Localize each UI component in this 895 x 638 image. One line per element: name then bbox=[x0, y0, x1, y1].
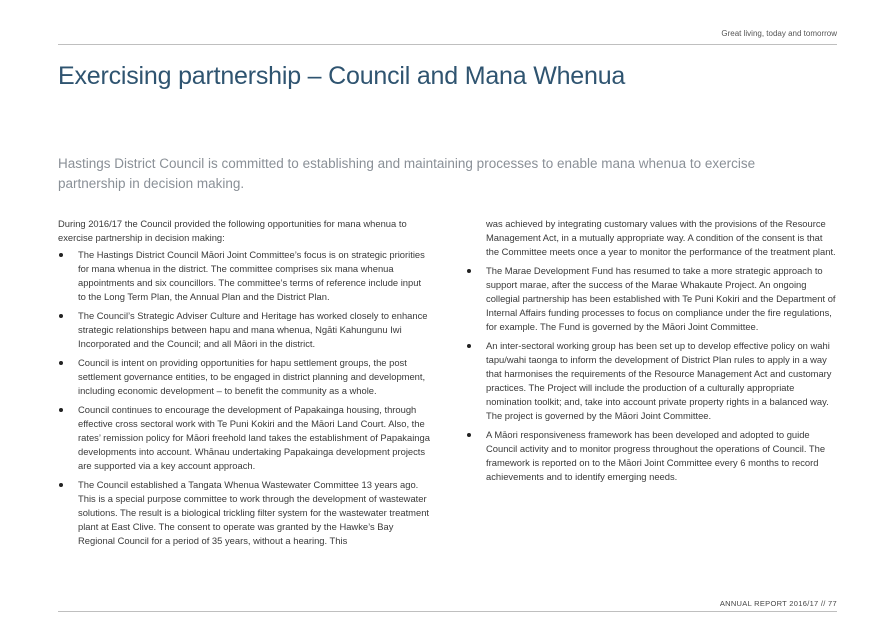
list-item bbox=[58, 403, 430, 473]
list-item bbox=[58, 248, 430, 304]
list-item-text: Council continues to encourage the development of Papakainga housing, through effective cross sectoral work with Te Puni Kokiri and the Māori Land Court. Also, the rates’ remission policy for Māori freehold land takes the establishment of Papakainga developments into account. Whānau undertaking Papakainga development projects are supported via a key account approach. bbox=[78, 403, 430, 471]
bullet-icon bbox=[59, 314, 63, 318]
list-item-text: The Marae Development Fund has resumed to take a more strategic approach to support marae, after the success of the Marae Whakaute Project. An ongoing collegial partnership has been established with Te Puni Kokiri and the Department of Internal Affairs funding processes to focus on compliance under the fire regulations, for example. The Fund is governed by the Māori Joint Committee. bbox=[486, 264, 836, 333]
bullet-icon bbox=[59, 361, 63, 365]
bullet-icon bbox=[59, 408, 63, 412]
list-item bbox=[58, 356, 430, 398]
right-column bbox=[466, 217, 838, 489]
page-subtitle: Hastings District Council is committed to establishing and maintaining processes to enable mana whenua to exercise partnership in decision making. bbox=[58, 156, 756, 191]
list-item-text: A Māori responsiveness framework has been developed and adopted to guide Council activity and to monitor progress throughout the operations of Council. The framework is reported on to the Māori Joint Committee every 6 months to record achievements and to identify emerging needs. bbox=[486, 428, 826, 483]
list-item-text: The Hastings District Council Māori Joint Committee’s focus is on strategic priorities for mana whenua in the district. The committee comprises six mana whenua appointments and six councillors. The committee’s terms of reference include input to the Long Term Plan, the Annual Plan and the District Plan. bbox=[78, 249, 425, 303]
left-column bbox=[58, 217, 430, 553]
footer-rule bbox=[58, 611, 837, 612]
bullet-icon bbox=[59, 483, 63, 487]
footer-label: ANNUAL REPORT 2016/17 // 77 bbox=[719, 599, 837, 608]
list-item bbox=[466, 428, 838, 484]
bullet-icon bbox=[467, 433, 471, 437]
page-title: Exercising partnership – Council and Mana Whenua bbox=[58, 62, 626, 90]
continued-paragraph: was achieved by integrating customary values with the provisions of the Resource Management Act, in a mutually appropriate way. A condition of the consent is that the Committee meets once a year to monitor the performance of the treatment plant. bbox=[486, 218, 836, 258]
list-item bbox=[466, 264, 838, 334]
header-tagline: Great living, today and tomorrow bbox=[721, 29, 837, 38]
left-bullet-list bbox=[58, 248, 430, 548]
list-item-text: An inter-sectoral working group has been set up to develop effective policy on wahi tapu/wahi taonga to inform the development of District Plan rules to apply in a way that harmonises the requirements of the Resource Management Act and customary practices. The Project will include the production of a culturally appropriate nomination toolkit; and, take into account private property rights in a balanced way. The project is governed by the Māori Joint Committee. bbox=[486, 339, 832, 422]
bullet-icon bbox=[467, 344, 471, 348]
header-rule bbox=[58, 44, 837, 45]
intro-paragraph: During 2016/17 the Council provided the following opportunities for mana whenua to exercise partnership in decision making: bbox=[58, 218, 407, 244]
list-item-text: The Council established a Tangata Whenua Wastewater Committee 13 years ago. This is a special purpose committee to work through the development of wastewater solutions. The result is a biological trickling filter system for the wastewater treatment plant at East Clive. The consent to operate was granted by the Hawke’s Bay Regional Council for a period of 35 years, without a hearing. This bbox=[78, 478, 430, 546]
list-item bbox=[58, 309, 430, 351]
bullet-icon bbox=[467, 269, 471, 273]
list-item-text: Council is intent on providing opportunities for hapu settlement groups, the post settlement governance entities, to be engaged in district planning and development, including economic development – to benefit the community as a whole. bbox=[78, 356, 426, 397]
list-item bbox=[58, 478, 430, 548]
right-bullet-list bbox=[466, 264, 838, 484]
list-item-text: The Council’s Strategic Adviser Culture and Heritage has worked closely to enhance strategic relationships between hapu and mana whenua, Ngāti Kahungunu Iwi Incorporated and the Council; and all Māori in the district. bbox=[78, 310, 428, 350]
bullet-icon bbox=[59, 253, 63, 257]
list-item bbox=[466, 339, 838, 424]
